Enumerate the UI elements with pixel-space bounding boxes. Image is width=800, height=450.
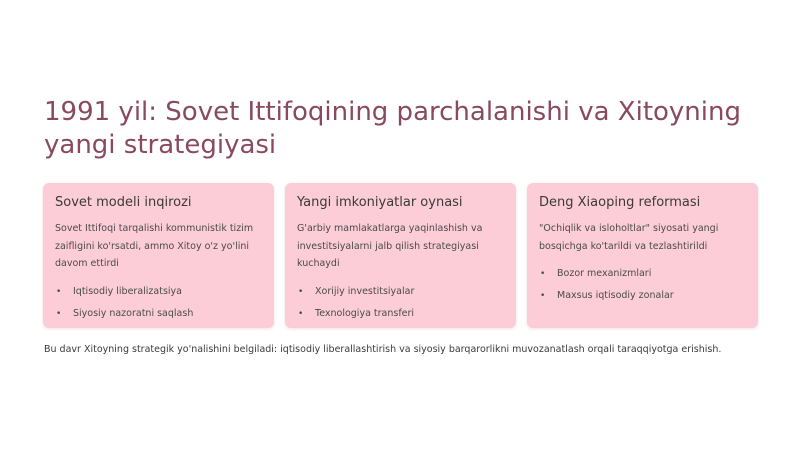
- list-item-label: Texnologiya transferi: [315, 307, 415, 319]
- list-item-label: Iqtisodiy liberalizatsiya: [73, 285, 182, 297]
- card-description: G'arbiy mamlakatlarga yaqinlashish va investitsiyalarni jalb qilish strategiyasi kuchaydi: [297, 223, 483, 269]
- list-item-label: Xorijiy investitsiyalar: [315, 285, 415, 297]
- bullet-list: [539, 263, 746, 307]
- bullet-icon: •: [540, 291, 546, 301]
- list-item-label: Siyosiy nazoratni saqlash: [73, 307, 194, 319]
- card-title: Deng Xiaoping reformasi: [539, 195, 701, 210]
- list-item: [55, 303, 262, 325]
- card-description: Sovet Ittifoqi tarqalishi kommunistik tizim zaifligini ko'rsatdi, ammo Xitoy o'z yo'lini davom ettirdi: [55, 223, 254, 269]
- list-item: [539, 285, 746, 307]
- card-soviet-model-crisis: [43, 183, 274, 328]
- bullet-list: [297, 281, 504, 325]
- card-title: Sovet modeli inqirozi: [55, 195, 192, 210]
- bullet-icon: •: [298, 308, 304, 319]
- card-description: "Ochiqlik va isloholtlar" siyosati yangi bosqichga ko'tarildi va tezlashtirildi: [539, 223, 719, 252]
- list-item-label: Maxsus iqtisodiy zonalar: [557, 290, 674, 301]
- summary-text: Bu davr Xitoyning strategik yo'nalishini belgiladi: iqtisodiy liberallashtirish va siyosiy barqarorlikni muvozanatlash orqali taraqqiyotga erishish.: [44, 344, 722, 355]
- list-item: [55, 281, 262, 303]
- card-new-opportunities: [285, 183, 516, 328]
- list-item: [297, 303, 504, 325]
- bullet-icon: •: [540, 269, 546, 279]
- bullet-icon: •: [56, 286, 62, 297]
- list-item-label: Bozor mexanizmlari: [557, 268, 652, 279]
- slide-title: 1991 yil: Sovet Ittifoqining parchalanishi va Xitoyning yangi strategiyasi: [44, 97, 741, 160]
- bullet-icon: •: [298, 286, 304, 297]
- card-row: [43, 183, 759, 328]
- list-item: [539, 263, 746, 285]
- bullet-list: [55, 281, 262, 325]
- card-deng-reform: [527, 183, 758, 328]
- card-title: Yangi imkoniyatlar oynasi: [297, 195, 463, 210]
- list-item: [297, 281, 504, 303]
- bullet-icon: •: [56, 308, 62, 319]
